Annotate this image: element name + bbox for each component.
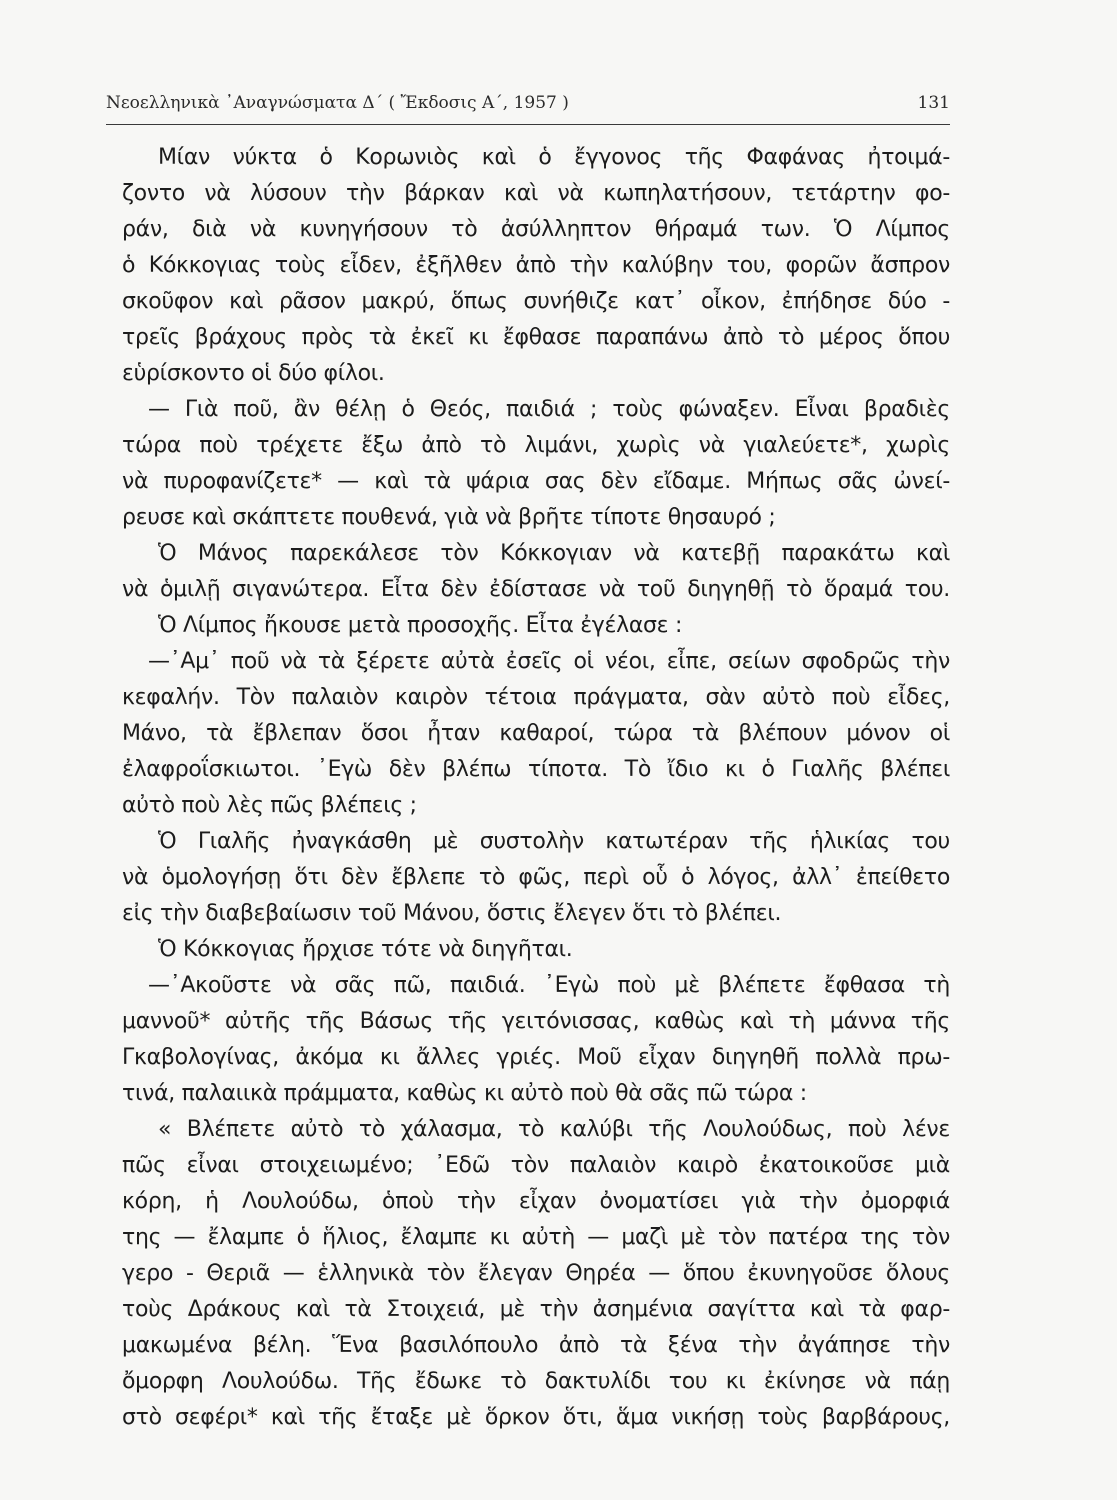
text-line: ὁ Κόκκογιας τοὺς εἶδεν, ἐξῆλθεν ἀπὸ τὴν καλύβην του, φορῶν ἄσπρον	[122, 253, 950, 278]
text-line: ὄμορφη Λουλούδω. Τῆς ἔδωκε τὸ δακτυλίδι του κι ἐκίνησε νὰ πάῃ	[122, 1369, 950, 1394]
text-line: τώρα ποὺ τρέχετε ἔξω ἀπὸ τὸ λιμάνι, χωρὶς νὰ γιαλεύετε*, χωρὶς	[122, 433, 950, 458]
text-line: —᾿Αμ᾿ ποῦ νὰ τὰ ξέρετε αὐτὰ ἐσεῖς οἱ νέοι, εἶπε, σείων σφοδρῶς τὴν	[148, 649, 950, 674]
text-line: τοὺς Δράκους καὶ τὰ Στοιχειά, μὲ τὴν ἀσημένια σαγίττα καὶ τὰ φαρ-	[122, 1297, 950, 1322]
page-number: 131	[917, 93, 950, 113]
header-rule	[106, 124, 950, 125]
text-line: στὸ σεφέρι* καὶ τῆς ἔταξε μὲ ὅρκον ὅτι, ἅμα νικήσῃ τοὺς βαρβάρους,	[122, 1405, 950, 1430]
running-header	[106, 93, 950, 123]
text-line: εὑρίσκοντο οἱ δύο φίλοι.	[122, 361, 385, 386]
text-line: —᾿Ακοῦστε νὰ σᾶς πῶ, παιδιά. ᾿Εγὼ ποὺ μὲ βλέπετε ἔφθασα τὴ	[148, 973, 950, 998]
text-line: νὰ ὁμολογήσῃ ὅτι δὲν ἔβλεπε τὸ φῶς, περὶ οὗ ὁ λόγος, ἀλλ᾿ ἐπείθετο	[122, 865, 950, 890]
text-line: Γκαβολογίνας, ἀκόμα κι ἄλλες γριές. Μοῦ εἶχαν διηγηθῆ πολλὰ πρω-	[122, 1045, 950, 1070]
text-line: Ὁ Λίμπος ἤκουσε μετὰ προσοχῆς. Εἶτα ἐγέλασε :	[158, 613, 683, 638]
text-line: Ὁ Μάνος παρεκάλεσε τὸν Κόκκογιαν νὰ κατεβῇ παρακάτω καὶ	[158, 541, 950, 566]
text-line: — Γιὰ ποῦ, ἂν θέλῃ ὁ Θεός, παιδιά ; τοὺς φώναξεν. Εἶναι βραδιὲς	[148, 397, 950, 422]
text-line: μαννοῦ* αὐτῆς τῆς Βάσως τῆς γειτόνισσας, καθὼς καὶ τὴ μάννα τῆς	[122, 1009, 950, 1034]
text-line: εἰς τὴν διαβεβαίωσιν τοῦ Μάνου, ὅστις ἔλεγεν ὅτι τὸ βλέπει.	[122, 901, 782, 926]
text-line: ράν, διὰ νὰ κυνηγήσουν τὸ ἀσύλληπτον θήραμά των. Ὁ Λίμπος	[122, 217, 950, 242]
text-line: Ὁ Κόκκογιας ἤρχισε τότε νὰ διηγῆται.	[158, 937, 573, 962]
text-line: μακωμένα βέλη. Ἕνα βασιλόπουλο ἀπὸ τὰ ξένα τὴν ἀγάπησε τὴν	[122, 1333, 950, 1358]
text-line: πῶς εἶναι στοιχειωμένο; ᾿Εδῶ τὸν παλαιὸν καιρὸ ἐκατοικοῦσε μιὰ	[122, 1153, 950, 1178]
text-line: Μάνο, τὰ ἔβλεπαν ὅσοι ἦταν καθαροί, τώρα τὰ βλέπουν μόνον οἱ	[122, 721, 950, 746]
text-line: κεφαλήν. Τὸν παλαιὸν καιρὸν τέτοια πράγματα, σὰν αὐτὸ ποὺ εἶδες,	[122, 685, 950, 710]
text-line: νὰ πυροφανίζετε* — καὶ τὰ ψάρια σας δὲν εἴδαμε. Μήπως σᾶς ὠνεί-	[122, 469, 950, 494]
text-line: γερο - Θεριᾶ — ἑλληνικὰ τὸν ἔλεγαν Θηρέα — ὅπου ἐκυνηγοῦσε ὅλους	[122, 1261, 950, 1286]
text-line: σκοῦφον καὶ ρᾶσον μακρύ, ὅπως συνήθιζε κατ᾿ οἶκον, ἐπήδησε δύο -	[122, 289, 950, 314]
text-line: ζοντο νὰ λύσουν τὴν βάρκαν καὶ νὰ κωπηλατήσουν, τετάρτην φο-	[122, 181, 950, 206]
text-line: ρευσε καὶ σκάπτετε πουθενά, γιὰ νὰ βρῆτε τίποτε θησαυρό ;	[122, 505, 776, 530]
text-line: αὐτὸ ποὺ λὲς πῶς βλέπεις ;	[122, 793, 417, 818]
text-line: Ὁ Γιαλῆς ἠναγκάσθη μὲ συστολὴν κατωτέραν τῆς ἡλικίας του	[158, 829, 950, 854]
text-line: ἐλαφροΐσκιωτοι. ᾿Εγὼ δὲν βλέπω τίποτα. Τὸ ἴδιο κι ὁ Γιαλῆς βλέπει	[122, 757, 950, 782]
text-line: τινά, παλαιικὰ πράμματα, καθὼς κι αὐτὸ ποὺ θὰ σᾶς πῶ τώρα :	[122, 1081, 807, 1106]
running-title: Νεοελληνικὰ ᾿Αναγνώσματα Δ΄ ( Ἔκδοσις Α΄, 1957 )	[106, 93, 569, 113]
text-line: Μίαν νύκτα ὁ Κορωνιὸς καὶ ὁ ἔγγονος τῆς Φαφάνας ἠτοιμά-	[158, 145, 950, 170]
text-line: « Βλέπετε αὐτὸ τὸ χάλασμα, τὸ καλύβι τῆς Λουλούδως, ποὺ λένε	[158, 1117, 950, 1142]
text-line: κόρη, ἡ Λουλούδω, ὁποὺ τὴν εἶχαν ὀνοματίσει γιὰ τὴν ὀμορφιά	[122, 1189, 950, 1214]
text-line: της — ἔλαμπε ὁ ἥλιος, ἔλαμπε κι αὐτὴ — μαζὶ μὲ τὸν πατέρα της τὸν	[122, 1225, 950, 1250]
text-line: τρεῖς βράχους πρὸς τὰ ἐκεῖ κι ἔφθασε παραπάνω ἀπὸ τὸ μέρος ὅπου	[122, 325, 950, 350]
text-line: νὰ ὁμιλῇ σιγανώτερα. Εἶτα δὲν ἐδίστασε νὰ τοῦ διηγηθῇ τὸ ὅραμά του.	[122, 577, 950, 602]
